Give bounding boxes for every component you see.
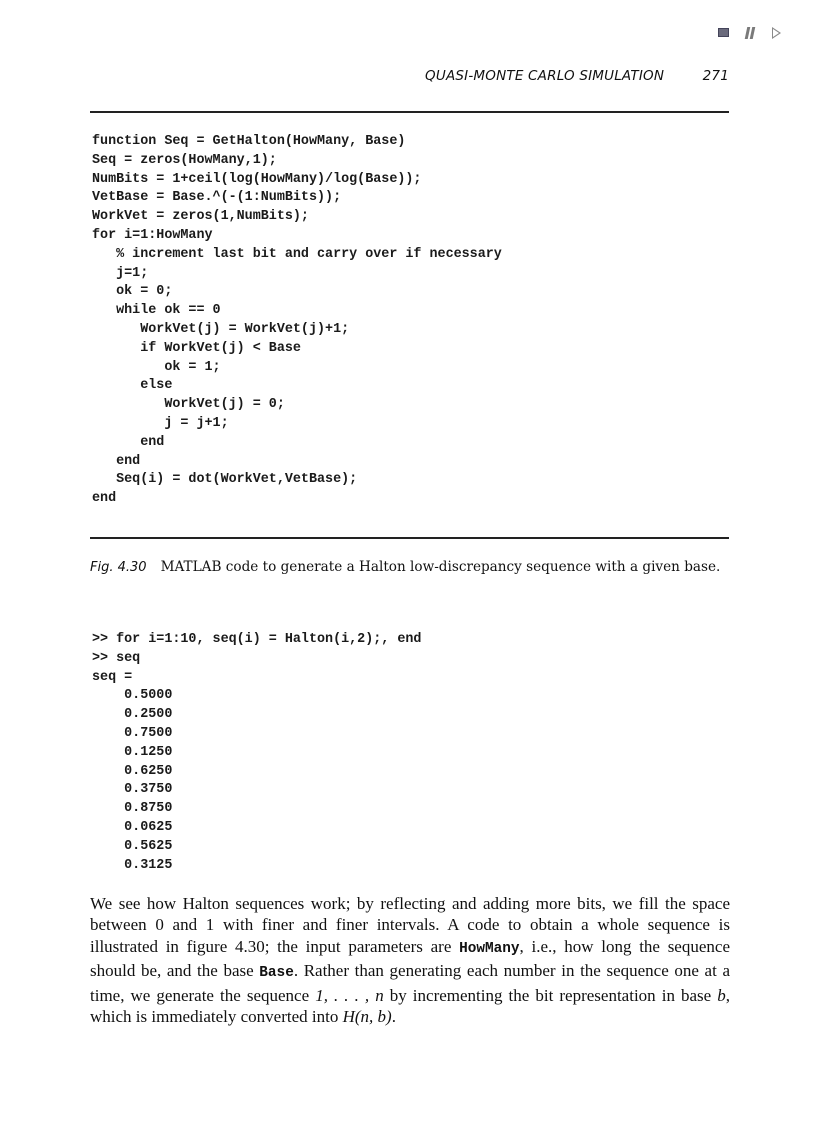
text-run: by incrementing the bit representation in base bbox=[383, 985, 718, 1005]
text-run: . Rather than generating each number in the sequence one at a time, we generate the sequence bbox=[90, 961, 730, 1005]
inline-code-howmany: HowMany bbox=[459, 940, 520, 957]
code-line: WorkVet(j) = 0; bbox=[92, 397, 285, 413]
running-title: QUASI-MONTE CARLO SIMULATION bbox=[425, 68, 665, 84]
code-line: while ok == 0 bbox=[92, 303, 221, 319]
text-run: , which is immediately converted into bbox=[90, 985, 731, 1027]
code-line: for i=1:HowMany bbox=[92, 227, 213, 243]
code-line: if WorkVet(j) < Base bbox=[92, 340, 301, 356]
code-line: Seq(i) = dot(WorkVet,VetBase); bbox=[92, 472, 358, 488]
code-line: VetBase = Base.^(-(1:NumBits)); bbox=[92, 190, 342, 206]
viewer-controls bbox=[716, 26, 792, 42]
text-run: , i.e., how long the sequence should be, and the base bbox=[90, 936, 730, 981]
pause-icon[interactable] bbox=[744, 26, 756, 40]
matlab-session-output bbox=[92, 631, 421, 875]
figure-bottom-rule bbox=[90, 537, 729, 539]
text-run: We see how Halton sequences work; by reflecting and adding more bits, we fill the space between 0 and 1 with finer and finer intervals. A code to obtain a whole sequence is illustrated in figure 4.30; the input parameters are bbox=[90, 894, 730, 956]
body-paragraph bbox=[90, 893, 730, 1027]
inline-code-base: Base bbox=[259, 965, 294, 982]
code-line: WorkVet(j) = WorkVet(j)+1; bbox=[92, 321, 350, 337]
session-line: 0.6250 bbox=[92, 763, 173, 779]
code-line: ok = 1; bbox=[92, 359, 221, 375]
math-sequence: 1, . . . , n bbox=[315, 985, 384, 1005]
code-line: NumBits = 1+ceil(log(HowMany)/log(Base)); bbox=[92, 171, 422, 187]
session-line: 0.5625 bbox=[92, 838, 173, 854]
code-line: % increment last bit and carry over if necessary bbox=[92, 246, 502, 262]
session-line: 0.1250 bbox=[92, 744, 173, 760]
session-line: 0.3750 bbox=[92, 782, 173, 798]
stop-icon[interactable] bbox=[718, 28, 729, 37]
session-line: 0.5000 bbox=[92, 688, 173, 704]
matlab-code-listing bbox=[92, 133, 502, 509]
math-halton: H(n, b) bbox=[342, 1007, 392, 1027]
session-line: >> for i=1:10, seq(i) = Halton(i,2);, end bbox=[92, 632, 422, 647]
figure-label: Fig. 4.30 bbox=[90, 560, 147, 575]
code-line: end bbox=[92, 491, 117, 507]
figure-caption bbox=[90, 557, 730, 578]
code-line: WorkVet = zeros(1,NumBits); bbox=[92, 209, 309, 225]
session-line: 0.2500 bbox=[92, 707, 173, 723]
session-line: 0.7500 bbox=[92, 725, 173, 741]
session-line: seq = bbox=[92, 669, 133, 685]
code-line: j = j+1; bbox=[92, 415, 229, 431]
caption-text: MATLAB code to generate a Halton low-discrepancy sequence with a given base. bbox=[160, 559, 721, 575]
code-line: end bbox=[92, 453, 141, 469]
paragraph bbox=[90, 893, 730, 1027]
code-line: j=1; bbox=[92, 265, 149, 281]
code-line: else bbox=[92, 378, 173, 394]
session-line: >> seq bbox=[92, 650, 141, 666]
code-line: function Seq = GetHalton(HowMany, Base) bbox=[92, 134, 406, 149]
session-line: 0.8750 bbox=[92, 801, 173, 817]
code-line: end bbox=[92, 434, 165, 450]
code-line: ok = 0; bbox=[92, 284, 173, 300]
page-number: 271 bbox=[702, 68, 729, 84]
running-head bbox=[0, 68, 729, 84]
math-base: b bbox=[717, 985, 726, 1005]
code-line: Seq = zeros(HowMany,1); bbox=[92, 152, 277, 168]
session-line: 0.0625 bbox=[92, 819, 173, 835]
play-icon[interactable] bbox=[772, 27, 781, 39]
figure-top-rule bbox=[90, 111, 729, 113]
text-run: . bbox=[391, 1007, 396, 1027]
session-line: 0.3125 bbox=[92, 857, 173, 873]
